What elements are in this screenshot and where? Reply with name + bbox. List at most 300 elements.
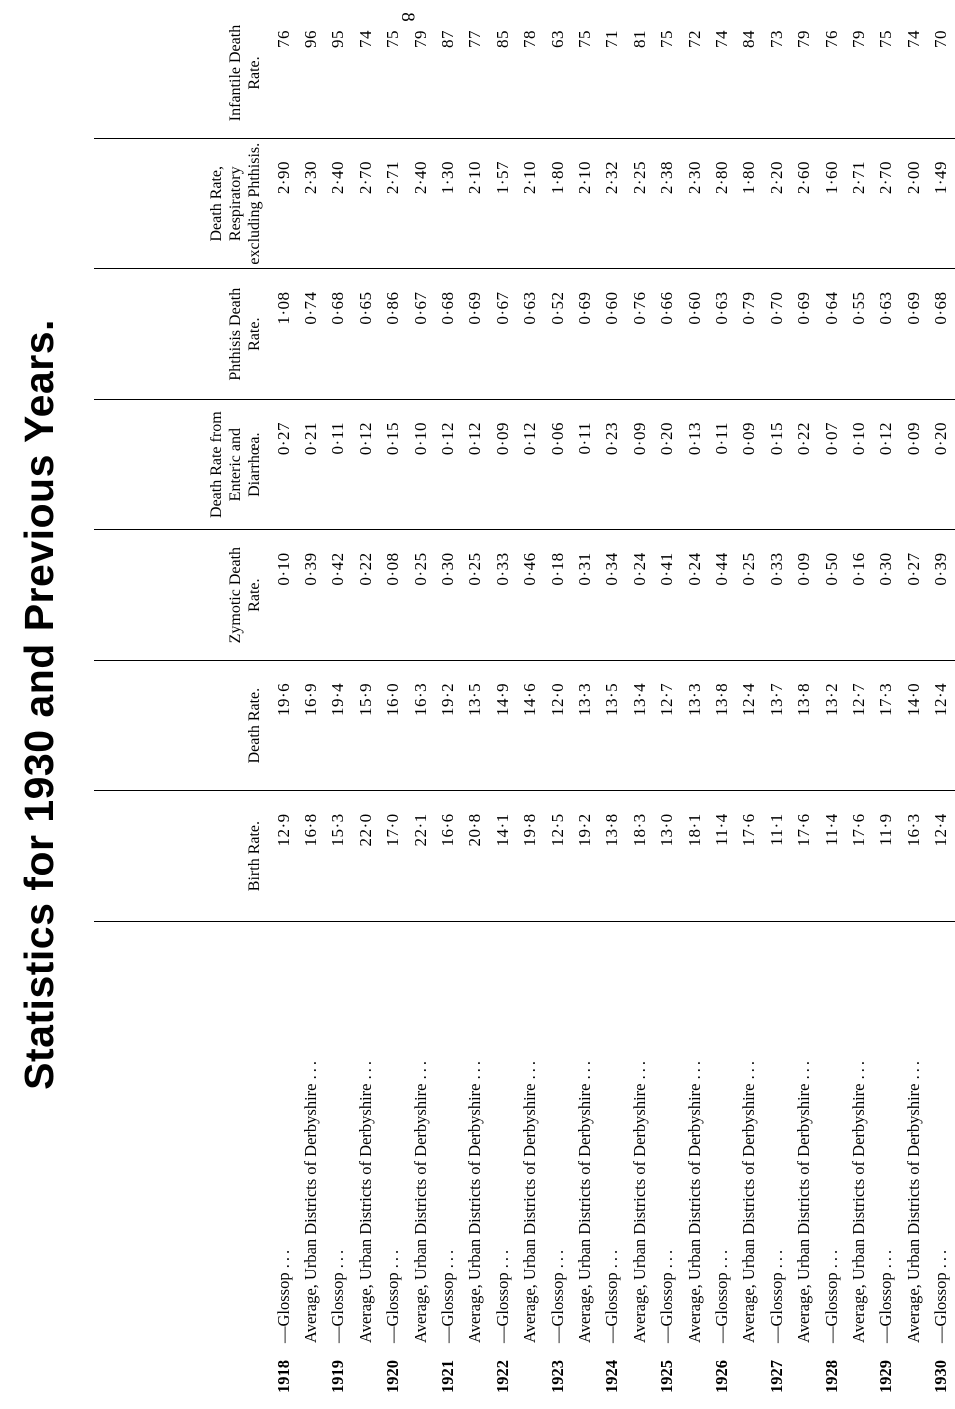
row-value: 14·0 [900, 660, 927, 790]
row-value: 15·3 [325, 791, 352, 921]
header-death-rate: Death Rate. [94, 660, 270, 790]
row-year: 1923 [547, 1360, 567, 1393]
row-value: 16·3 [900, 791, 927, 921]
row-value: 0·63 [873, 269, 900, 399]
row-value: 11·4 [708, 791, 735, 921]
row-value: 1·80 [736, 139, 763, 269]
row-value: 0·55 [845, 269, 872, 399]
row-label [407, 921, 434, 1393]
row-value: 75 [873, 8, 900, 139]
row-value: 13·0 [653, 791, 680, 921]
row-leader-dots: ... [465, 1058, 485, 1080]
row-leader-dots: ... [739, 1058, 759, 1080]
row-value: 73 [763, 8, 790, 139]
row-value: 0·33 [763, 530, 790, 660]
header-row [94, 8, 270, 1393]
row-value: 17·6 [736, 791, 763, 921]
row-year: 1919 [328, 1360, 348, 1393]
row-district: Average, Urban Districts of Derbyshire [629, 1083, 649, 1343]
row-value: 63 [544, 8, 571, 139]
row-value: 2·70 [873, 139, 900, 269]
row-value: 0·65 [352, 269, 379, 399]
row-value: 2·20 [763, 139, 790, 269]
row-leader-dots: ... [766, 1246, 786, 1269]
row-leader-dots: ... [876, 1246, 896, 1269]
row-value: 0·12 [462, 399, 489, 529]
row-value: 13·7 [763, 660, 790, 790]
row-value: 0·67 [489, 269, 516, 399]
row-value: 75 [653, 8, 680, 139]
row-label [708, 921, 735, 1393]
row-value: 0·16 [845, 530, 872, 660]
row-value: 2·71 [380, 139, 407, 269]
row-dash: — [931, 1326, 951, 1343]
row-value: 0·09 [900, 399, 927, 529]
row-district: Average, Urban Districts of Derbyshire [410, 1083, 430, 1343]
row-value: 0·25 [736, 530, 763, 660]
row-value: 17·6 [790, 791, 817, 921]
row-leader-dots: ... [657, 1246, 677, 1269]
row-label [763, 921, 790, 1393]
table-row [352, 8, 379, 1393]
header-enteric-diarrhoea-death-rate: Death Rate from Enteric and Diarrhœa. [94, 399, 270, 529]
table-row [297, 8, 324, 1393]
row-district: Average, Urban Districts of Derbyshire [355, 1083, 375, 1343]
row-value: 0·21 [297, 399, 324, 529]
row-value: 0·20 [927, 399, 954, 529]
row-district: Glossop [438, 1272, 458, 1327]
table-row [736, 8, 763, 1393]
row-value: 0·06 [544, 399, 571, 529]
row-value: 0·33 [489, 530, 516, 660]
row-value: 71 [599, 8, 626, 139]
row-value: 77 [462, 8, 489, 139]
row-leader-dots: ... [492, 1246, 512, 1269]
row-value: 19·2 [434, 660, 461, 790]
row-leader-dots: ... [821, 1246, 841, 1269]
row-district: Glossop [273, 1272, 293, 1327]
row-district: Glossop [328, 1272, 348, 1327]
row-value: 0·60 [599, 269, 626, 399]
row-value: 0·23 [599, 399, 626, 529]
row-year: 1920 [383, 1360, 403, 1393]
row-value: 0·74 [297, 269, 324, 399]
row-value: 14·6 [517, 660, 544, 790]
row-value: 14·9 [489, 660, 516, 790]
row-dash: — [273, 1326, 293, 1343]
row-dash: — [711, 1326, 731, 1343]
row-label [571, 921, 598, 1393]
row-value: 75 [571, 8, 598, 139]
row-value: 87 [434, 8, 461, 139]
row-value: 14·1 [489, 791, 516, 921]
row-value: 2·30 [681, 139, 708, 269]
row-dash: — [602, 1326, 622, 1343]
row-dash: — [383, 1326, 403, 1343]
row-label [626, 921, 653, 1393]
row-value: 12·4 [927, 791, 954, 921]
row-leader-dots: ... [931, 1246, 951, 1269]
header-phthisis-death-rate: Phthisis Death Rate. [94, 269, 270, 399]
row-value: 17·6 [845, 791, 872, 921]
row-dash: — [438, 1326, 458, 1343]
row-value: 79 [407, 8, 434, 139]
row-value: 0·60 [681, 269, 708, 399]
row-value: 74 [900, 8, 927, 139]
table-row [544, 8, 571, 1393]
row-district: Glossop [383, 1272, 403, 1327]
table-body [270, 8, 955, 1393]
row-dash: — [821, 1326, 841, 1343]
row-value: 2·10 [571, 139, 598, 269]
row-value: 19·6 [270, 660, 297, 790]
row-value: 0·69 [462, 269, 489, 399]
row-value: 20·8 [462, 791, 489, 921]
table-row [325, 8, 352, 1393]
row-value: 2·32 [599, 139, 626, 269]
row-value: 0·86 [380, 269, 407, 399]
page-title: Statistics for 1930 and Previous Years. [16, 319, 62, 1090]
row-dash: — [547, 1326, 567, 1343]
row-value: 0·41 [653, 530, 680, 660]
row-value: 78 [517, 8, 544, 139]
row-value: 0·52 [544, 269, 571, 399]
table-row [763, 8, 790, 1393]
row-value: 12·7 [653, 660, 680, 790]
table-row [571, 8, 598, 1393]
row-district: Glossop [931, 1272, 951, 1327]
row-value: 0·24 [681, 530, 708, 660]
row-value: 0·66 [653, 269, 680, 399]
row-value: 0·64 [818, 269, 845, 399]
row-value: 0·69 [900, 269, 927, 399]
row-label [653, 921, 680, 1393]
row-value: 0·34 [599, 530, 626, 660]
table-row [517, 8, 544, 1393]
row-leader-dots: ... [848, 1058, 868, 1080]
row-district: Glossop [657, 1272, 677, 1327]
row-value: 75 [380, 8, 407, 139]
row-label [462, 921, 489, 1393]
header-infantile-death-rate: Infantile Death Rate. [94, 8, 270, 139]
row-value: 12·4 [927, 660, 954, 790]
row-value: 0·67 [407, 269, 434, 399]
row-leader-dots: ... [438, 1246, 458, 1269]
table-row [270, 8, 297, 1393]
row-value: 0·69 [571, 269, 598, 399]
row-value: 2·70 [352, 139, 379, 269]
row-leader-dots: ... [602, 1246, 622, 1269]
row-value: 0·63 [708, 269, 735, 399]
row-value: 13·3 [681, 660, 708, 790]
row-value: 81 [626, 8, 653, 139]
row-value: 0·30 [434, 530, 461, 660]
row-district: Average, Urban Districts of Derbyshire [301, 1083, 321, 1343]
header-birth-rate: Birth Rate. [94, 791, 270, 921]
row-leader-dots: ... [328, 1246, 348, 1269]
row-value: 19·4 [325, 660, 352, 790]
row-district: Glossop [602, 1272, 622, 1327]
row-district: Glossop [492, 1272, 512, 1327]
row-dash: — [328, 1326, 348, 1343]
row-label [517, 921, 544, 1393]
row-label [736, 921, 763, 1393]
row-value: 16·6 [434, 791, 461, 921]
row-value: 0·69 [790, 269, 817, 399]
row-value: 0·31 [571, 530, 598, 660]
row-district: Average, Urban Districts of Derbyshire [739, 1083, 759, 1343]
row-value: 1·80 [544, 139, 571, 269]
row-value: 0·44 [708, 530, 735, 660]
row-value: 70 [927, 8, 954, 139]
row-value: 0·79 [736, 269, 763, 399]
row-value: 13·5 [462, 660, 489, 790]
row-value: 0·25 [407, 530, 434, 660]
row-leader-dots: ... [410, 1058, 430, 1080]
row-value: 13·4 [626, 660, 653, 790]
row-value: 0·15 [380, 399, 407, 529]
row-value: 74 [352, 8, 379, 139]
row-value: 13·2 [818, 660, 845, 790]
row-label [297, 921, 324, 1393]
row-leader-dots: ... [574, 1058, 594, 1080]
row-value: 0·42 [325, 530, 352, 660]
row-value: 12·7 [845, 660, 872, 790]
row-leader-dots: ... [547, 1246, 567, 1269]
row-leader-dots: ... [301, 1058, 321, 1080]
row-value: 0·11 [708, 399, 735, 529]
row-label [434, 921, 461, 1393]
row-value: 0·15 [763, 399, 790, 529]
row-value: 19·8 [517, 791, 544, 921]
row-value: 0·39 [297, 530, 324, 660]
row-value: 2·10 [517, 139, 544, 269]
row-value: 2·40 [407, 139, 434, 269]
row-value: 0·22 [352, 530, 379, 660]
row-year: 1922 [492, 1360, 512, 1393]
table-row [845, 8, 872, 1393]
row-label [900, 921, 927, 1393]
row-value: 18·3 [626, 791, 653, 921]
row-value: 11·1 [763, 791, 790, 921]
row-year: 1924 [602, 1360, 622, 1393]
row-leader-dots: ... [711, 1246, 731, 1269]
row-leader-dots: ... [794, 1058, 814, 1080]
row-value: 2·40 [325, 139, 352, 269]
row-value: 17·0 [380, 791, 407, 921]
row-value: 0·10 [845, 399, 872, 529]
row-value: 0·12 [352, 399, 379, 529]
row-value: 11·9 [873, 791, 900, 921]
row-label [599, 921, 626, 1393]
row-district: Glossop [711, 1272, 731, 1327]
row-value: 1·30 [434, 139, 461, 269]
table-row [407, 8, 434, 1393]
row-year: 1930 [931, 1360, 951, 1393]
row-year: 1928 [821, 1360, 841, 1393]
row-district: Average, Urban Districts of Derbyshire [574, 1083, 594, 1343]
row-value: 74 [708, 8, 735, 139]
row-value: 2·00 [900, 139, 927, 269]
row-value: 0·70 [763, 269, 790, 399]
table-row [790, 8, 817, 1393]
table-row [462, 8, 489, 1393]
row-value: 0·68 [434, 269, 461, 399]
row-value: 12·4 [736, 660, 763, 790]
table-row [708, 8, 735, 1393]
row-label [790, 921, 817, 1393]
row-value: 0·27 [270, 399, 297, 529]
table-row [599, 8, 626, 1393]
row-value: 0·11 [325, 399, 352, 529]
table-row [434, 8, 461, 1393]
row-value: 22·0 [352, 791, 379, 921]
row-value: 15·9 [352, 660, 379, 790]
row-value: 13·8 [790, 660, 817, 790]
row-value: 22·1 [407, 791, 434, 921]
row-district: Average, Urban Districts of Derbyshire [903, 1083, 923, 1343]
row-district: Average, Urban Districts of Derbyshire [465, 1083, 485, 1343]
row-year: 1926 [711, 1360, 731, 1393]
row-value: 12·9 [270, 791, 297, 921]
row-label [818, 921, 845, 1393]
row-leader-dots: ... [903, 1058, 923, 1080]
row-value: 16·8 [297, 791, 324, 921]
table-row [681, 8, 708, 1393]
row-value: 96 [297, 8, 324, 139]
row-value: 0·12 [517, 399, 544, 529]
row-value: 72 [681, 8, 708, 139]
page-number: 8 [396, 12, 418, 22]
row-value: 16·9 [297, 660, 324, 790]
table-row [900, 8, 927, 1393]
row-value: 13·8 [708, 660, 735, 790]
table-row [380, 8, 407, 1393]
row-value: 0·10 [407, 399, 434, 529]
row-value: 0·08 [380, 530, 407, 660]
row-value: 0·11 [571, 399, 598, 529]
header-blank [94, 921, 270, 1393]
row-district: Average, Urban Districts of Derbyshire [520, 1083, 540, 1343]
table-row [818, 8, 845, 1393]
row-value: 0·12 [873, 399, 900, 529]
row-value: 0·76 [626, 269, 653, 399]
row-value: 0·09 [626, 399, 653, 529]
row-value: 0·12 [434, 399, 461, 529]
row-year: 1927 [766, 1360, 786, 1393]
row-value: 19·2 [571, 791, 598, 921]
row-district: Glossop [547, 1272, 567, 1327]
row-leader-dots: ... [273, 1246, 293, 1269]
row-value: 0·07 [818, 399, 845, 529]
row-value: 13·3 [571, 660, 598, 790]
row-value: 17·3 [873, 660, 900, 790]
row-value: 0·68 [927, 269, 954, 399]
row-value: 79 [790, 8, 817, 139]
row-district: Average, Urban Districts of Derbyshire [684, 1083, 704, 1343]
row-dash: — [766, 1326, 786, 1343]
row-label [845, 921, 872, 1393]
row-value: 0·22 [790, 399, 817, 529]
table-row [653, 8, 680, 1393]
row-value: 2·25 [626, 139, 653, 269]
row-value: 0·09 [790, 530, 817, 660]
row-value: 0·46 [517, 530, 544, 660]
row-value: 0·27 [900, 530, 927, 660]
row-value: 11·4 [818, 791, 845, 921]
row-dash: — [657, 1326, 677, 1343]
row-district: Average, Urban Districts of Derbyshire [794, 1083, 814, 1343]
row-label [270, 921, 297, 1393]
row-year: 1929 [876, 1360, 896, 1393]
row-district: Average, Urban Districts of Derbyshire [848, 1083, 868, 1343]
row-value: 0·25 [462, 530, 489, 660]
row-label [927, 921, 954, 1393]
row-value: 0·30 [873, 530, 900, 660]
row-value: 1·49 [927, 139, 954, 269]
row-label [544, 921, 571, 1393]
row-dash: — [492, 1326, 512, 1343]
header-respiratory-death-rate: Death Rate, Respiratory excluding Phthisis. [94, 139, 270, 269]
row-district: Glossop [876, 1272, 896, 1327]
row-label [325, 921, 352, 1393]
row-leader-dots: ... [355, 1058, 375, 1080]
row-value: 84 [736, 8, 763, 139]
table-row [873, 8, 900, 1393]
row-year: 1921 [438, 1360, 458, 1393]
row-value: 0·24 [626, 530, 653, 660]
row-leader-dots: ... [383, 1246, 403, 1269]
row-value: 0·09 [736, 399, 763, 529]
row-value: 13·5 [599, 660, 626, 790]
row-value: 0·13 [681, 399, 708, 529]
row-value: 16·3 [407, 660, 434, 790]
row-label [873, 921, 900, 1393]
row-label [681, 921, 708, 1393]
row-value: 95 [325, 8, 352, 139]
row-value: 12·0 [544, 660, 571, 790]
row-district: Glossop [766, 1272, 786, 1327]
row-value: 85 [489, 8, 516, 139]
row-leader-dots: ... [629, 1058, 649, 1080]
table-row [927, 8, 954, 1393]
row-value: 79 [845, 8, 872, 139]
row-value: 0·20 [653, 399, 680, 529]
row-value: 12·5 [544, 791, 571, 921]
row-value: 0·18 [544, 530, 571, 660]
header-zymotic-death-rate: Zymotic Death Rate. [94, 530, 270, 660]
row-label [352, 921, 379, 1393]
row-value: 2·10 [462, 139, 489, 269]
row-value: 0·68 [325, 269, 352, 399]
row-value: 2·90 [270, 139, 297, 269]
row-leader-dots: ... [684, 1058, 704, 1080]
row-label [380, 921, 407, 1393]
row-district: Glossop [821, 1272, 841, 1327]
row-year: 1918 [273, 1360, 293, 1393]
statistics-table [94, 8, 955, 1393]
row-value: 0·09 [489, 399, 516, 529]
row-value: 2·38 [653, 139, 680, 269]
row-value: 13·8 [599, 791, 626, 921]
table-row [489, 8, 516, 1393]
row-value: 76 [818, 8, 845, 139]
row-value: 16·0 [380, 660, 407, 790]
row-leader-dots: ... [520, 1058, 540, 1080]
row-value: 1·60 [818, 139, 845, 269]
row-value: 1·08 [270, 269, 297, 399]
row-value: 0·10 [270, 530, 297, 660]
